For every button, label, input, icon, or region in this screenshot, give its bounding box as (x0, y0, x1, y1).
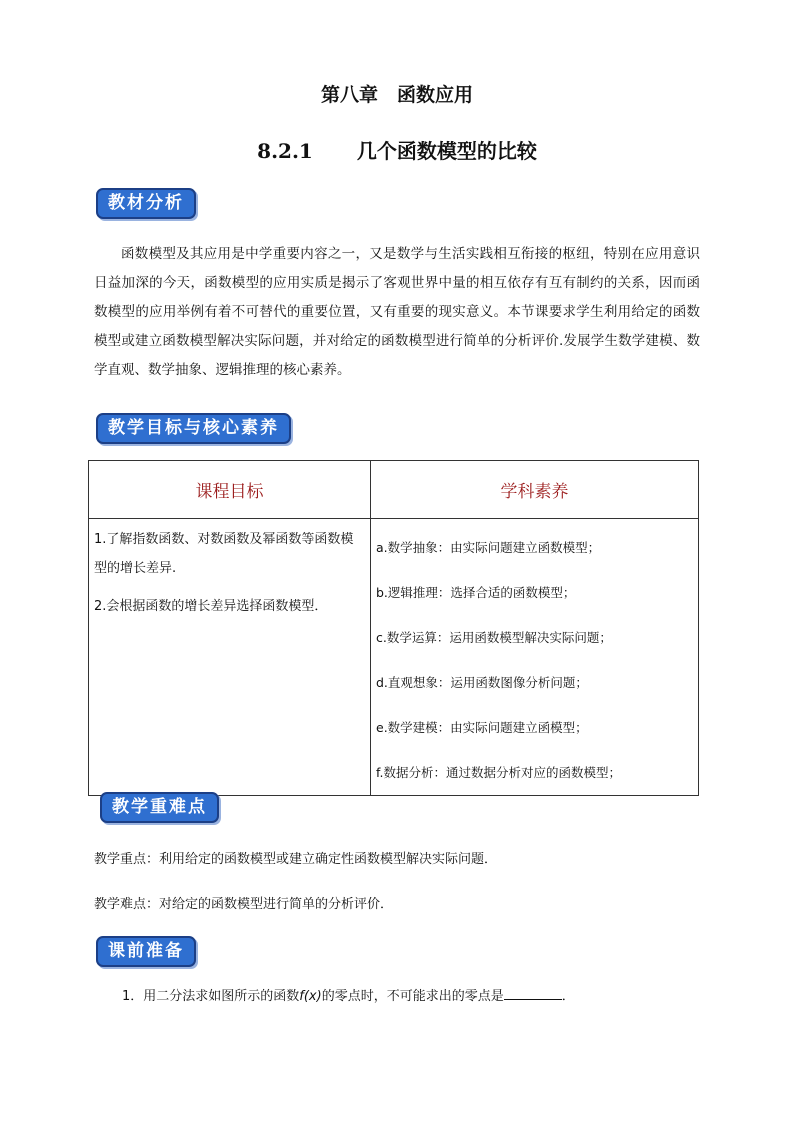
section-title: 几个函数模型的比较 (356, 139, 537, 163)
badge-analysis: 教材分析 (96, 188, 196, 219)
question-1 (122, 985, 575, 1004)
function-name: f(x) (299, 989, 322, 1004)
header-subject-literacy: 学科素养 (371, 461, 699, 519)
goal-item: 1.了解指数函数、对数函数及幂函数等函数模型的增长差异. (94, 532, 354, 576)
literacy-item: d.直观想象：运用函数图像分析问题； (376, 675, 588, 690)
literacy-cell (371, 519, 699, 796)
question-1-suffix: 的零点时，不可能求出的零点是 (321, 989, 504, 1004)
badge-preparation: 课前准备 (96, 936, 196, 967)
chapter-title: 第八章 函数应用 (320, 84, 473, 106)
literacy-item: f.数据分析：通过数据分析对应的函数模型； (376, 765, 621, 780)
section-heading (0, 135, 794, 164)
difficult-point-text: 教学难点：对给定的函数模型进行简单的分析评价． (94, 897, 394, 912)
section-number: 8.2.1 (257, 139, 313, 163)
header-course-goals: 课程目标 (89, 461, 371, 519)
goal-item: 2.会根据函数的增长差异选择函数模型． (94, 599, 328, 614)
objectives-table (88, 460, 699, 796)
question-1-end: ． (561, 989, 575, 1004)
question-1-prefix: 1．用二分法求如图所示的函数 (122, 989, 300, 1004)
key-point-text: 教学重点：利用给定的函数模型或建立确定性函数模型解决实际问题． (94, 852, 498, 867)
analysis-paragraph: 函数模型及其应用是中学重要内容之一，又是数学与生活实践相互衔接的枢纽，特别在应用意识日益加深的今天，函数模型的应用实质是揭示了客观世界中量的相互依存有互有制约的关系，因而函数模型的应用举例有着不可替代的重要位置，又有重要的现实意义。本节课要求学生利用给定的函数模型或建立函数模型解决实际问题，并对给定的函数模型进行简单的分析评价.发展学生数学建模、数学直观、数学抽象、逻辑推理的核心素养。 (94, 246, 700, 378)
answer-blank[interactable] (504, 987, 562, 1000)
literacy-item: c.数学运算：运用函数模型解决实际问题； (376, 630, 612, 645)
badge-key-points: 教学重难点 (100, 792, 219, 823)
literacy-item: e.数学建模：由实际问题建立函模型； (376, 720, 588, 735)
literacy-item: a.数学抽象：由实际问题建立函数模型； (376, 540, 601, 555)
goals-cell (89, 519, 371, 796)
literacy-item: b.逻辑推理：选择合适的函数模型； (376, 585, 576, 600)
badge-objectives: 教学目标与核心素养 (96, 413, 291, 444)
